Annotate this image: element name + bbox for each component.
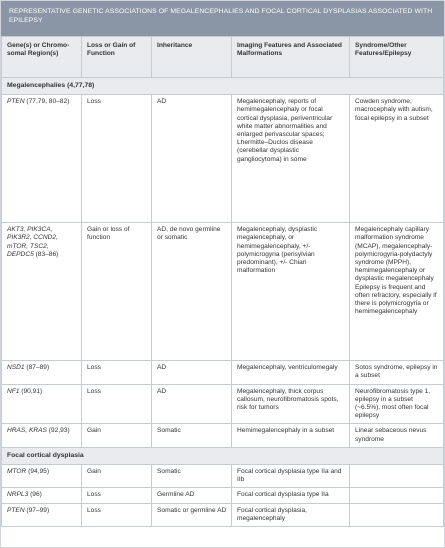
imaging-cell: Megalencephaly, reports of hemimegalencephaly or focal cortical dysplasia, periventricular white matter abnormalities and enlarged perivascular spaces; Lhermitte–Duclos disease (cerebellar dysplastic gangliocytoma) in some: [232, 95, 350, 223]
syndrome-cell: [350, 488, 444, 503]
header-row: [2, 37, 444, 78]
table-row: [2, 488, 444, 503]
references: (96): [28, 491, 42, 499]
function-cell: Gain: [82, 465, 152, 488]
syndrome-cell: Cowden syndrome, macrocephaly with autism, focal epilepsy in a subset: [350, 95, 444, 223]
genetics-table: [1, 36, 444, 527]
references: (83–86): [33, 250, 59, 258]
syndrome-cell: [350, 465, 444, 488]
table-row: [2, 223, 444, 361]
inheritance-cell: Somatic or germline AD: [152, 503, 232, 526]
gene-name: NRPL3: [7, 491, 29, 499]
imaging-cell: Hemimegalencephaly in a subset: [232, 424, 350, 447]
references: (77,79, 80–82): [24, 98, 70, 106]
table-row: [2, 95, 444, 223]
header-function: Loss or Gain of Function: [82, 37, 152, 78]
gene-name: AKT3, PIK3CA, PIK3R2, CCND2, mTOR, TSC2, DEPDC5: [7, 226, 58, 258]
section-title: Megalencephalies (4,77,78): [2, 78, 444, 95]
section-row: [2, 78, 444, 95]
header-gene: Gene(s) or Chromo-somal Region(s): [2, 37, 82, 78]
references: (94,95): [26, 468, 50, 476]
references: (90,91): [19, 387, 43, 395]
function-cell: Gain or loss of function: [82, 223, 152, 361]
function-cell: Loss: [82, 95, 152, 223]
function-cell: Loss: [82, 361, 152, 384]
section-row: [2, 447, 444, 464]
table-row: [2, 384, 444, 424]
table-row: [2, 361, 444, 384]
gene-name: HRAS, KRAS: [7, 427, 47, 435]
gene-name: NF1: [7, 387, 20, 395]
inheritance-cell: AD: [152, 95, 232, 223]
imaging-cell: Focal cortical dysplasia type IIa and IIb: [232, 465, 350, 488]
gene-cell: [2, 384, 82, 424]
function-cell: Gain: [82, 424, 152, 447]
imaging-cell: Megalencephaly, ventriculomegaly: [232, 361, 350, 384]
gene-cell: [2, 223, 82, 361]
inheritance-cell: Germline AD: [152, 488, 232, 503]
imaging-cell: Megalencephaly, thick corpus callosum, neurofibromatosis spots, risk for tumors: [232, 384, 350, 424]
function-cell: Loss: [82, 384, 152, 424]
gene-name: PTEN: [7, 506, 25, 514]
table-title: REPRESENTATIVE GENETIC ASSOCIATIONS OF MEGALENCEPHALIES AND FOCAL CORTICAL DYSPLASIAS ASSOCIATED WITH EPILEPSY: [1, 1, 444, 36]
gene-cell: [2, 465, 82, 488]
syndrome-cell: [350, 503, 444, 526]
table-row: [2, 465, 444, 488]
table-row: [2, 424, 444, 447]
gene-cell: [2, 488, 82, 503]
syndrome-cell: Neurofibromatosis type 1, epilepsy in a subset (~6.5%), most often focal epilepsy: [350, 384, 444, 424]
inheritance-cell: Somatic: [152, 465, 232, 488]
header-imaging: Imaging Features and Associated Malformations: [232, 37, 350, 78]
function-cell: Loss: [82, 488, 152, 503]
table-row: [2, 503, 444, 526]
gene-cell: [2, 95, 82, 223]
section-title: Focal cortical dysplasia: [2, 447, 444, 464]
references: (97–99): [24, 506, 50, 514]
imaging-cell: Focal cortical dysplasia type IIa: [232, 488, 350, 503]
syndrome-cell: Megalencephaly capillary malformation syndrome (MCAP), megalencephaly-polymicrogyria-polydactyly syndrome (MPPH), hemimegalencephaly or dysplastic megalencephaly Epilepsy is frequent and often refractory, especially if there is polymicrogyria or hemimegalencephaly: [350, 223, 444, 361]
imaging-cell: Megalencephaly, dysplastic megalencephaly, or hemimegalencephaly, +/- polymicrogyria (perisylvian predominant), +/- Chiari malformation: [232, 223, 350, 361]
header-syndrome: Syndrome/Other Features/Epilepsy: [350, 37, 444, 78]
inheritance-cell: AD: [152, 361, 232, 384]
references: (87–89): [24, 364, 50, 372]
gene-name: PTEN: [7, 98, 25, 106]
inheritance-cell: AD: [152, 384, 232, 424]
references: (92,93): [46, 427, 70, 435]
function-cell: Loss: [82, 503, 152, 526]
gene-cell: [2, 361, 82, 384]
gene-name: MTOR: [7, 468, 27, 476]
syndrome-cell: Sotos syndrome, epilepsy in a subset: [350, 361, 444, 384]
gene-cell: [2, 424, 82, 447]
imaging-cell: Focal cortical dysplasia, megalencephaly: [232, 503, 350, 526]
gene-name: NSD1: [7, 364, 25, 372]
header-inheritance: Inheritance: [152, 37, 232, 78]
inheritance-cell: Somatic: [152, 424, 232, 447]
gene-cell: [2, 503, 82, 526]
inheritance-cell: AD, de novo germline or somatic: [152, 223, 232, 361]
syndrome-cell: Linear sebaceous nevus syndrome: [350, 424, 444, 447]
